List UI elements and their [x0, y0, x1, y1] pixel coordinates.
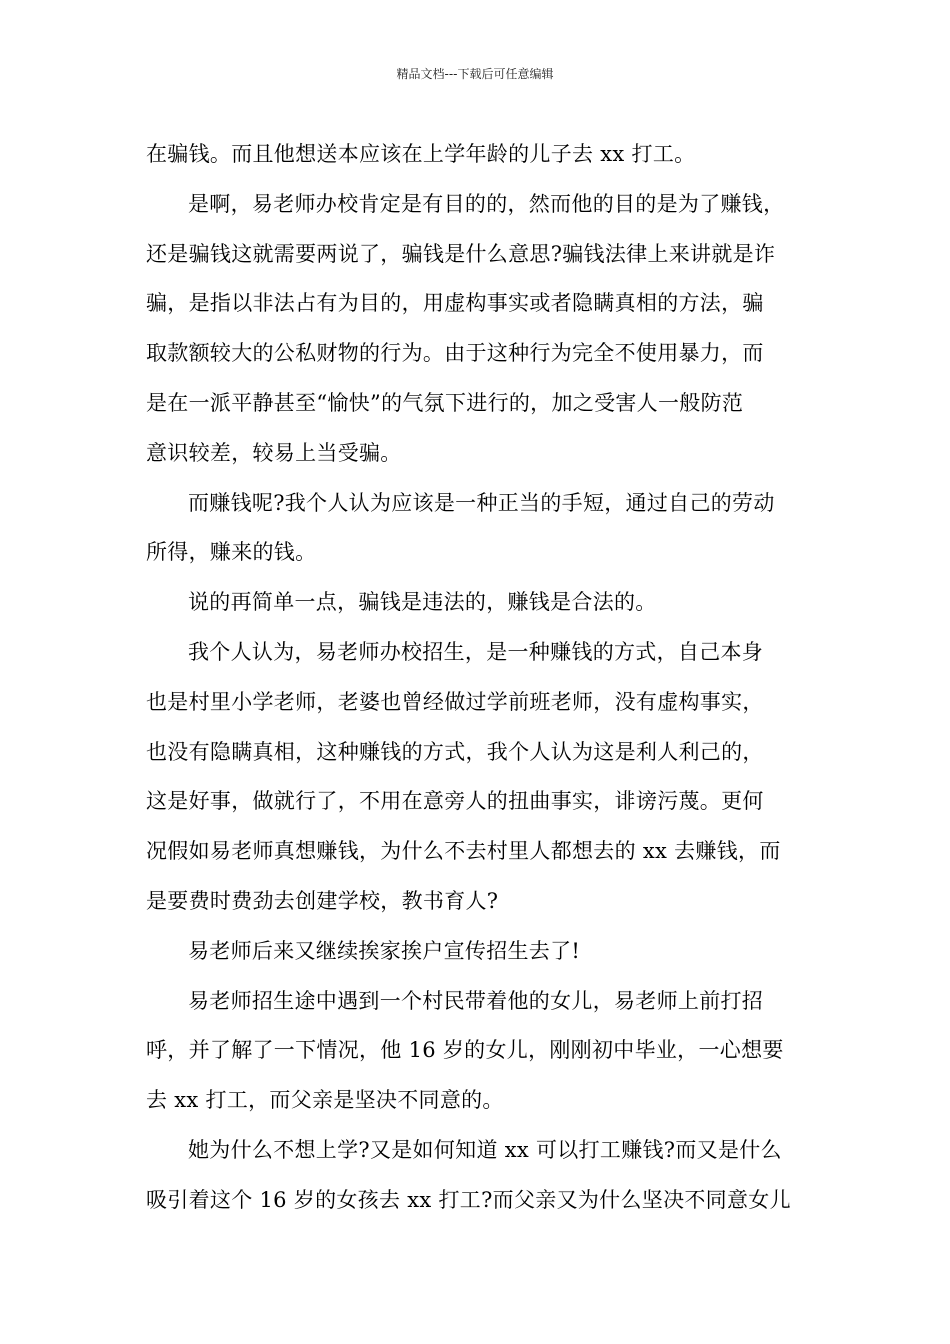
text-line: 是啊，易老师办校肯定是有目的的，然而他的目的是为了赚钱， [188, 191, 785, 216]
text-line: 去 xx 打工，而父亲是坚决不同意的。 [146, 1088, 504, 1113]
text-line: 说的再简单一点，骗钱是违法的，赚钱是合法的。 [188, 590, 657, 615]
text-line: 吸引着这个 16 岁的女孩去 xx 打工?而父亲又为什么坚决不同意女儿 [146, 1187, 791, 1212]
document-body [146, 130, 810, 1226]
text-line: 取款额较大的公私财物的行为。由于这种行为完全不使用暴力，而 [146, 341, 764, 366]
text-line: 意识较差，较易上当受骗。 [146, 440, 402, 465]
text-line: 她为什么不想上学?又是如何知道 xx 可以打工赚钱?而又是什么 [188, 1137, 782, 1162]
text-line: 是要费时费劲去创建学校，教书育人? [146, 888, 499, 913]
text-line: 是在一派平静甚至“愉快”的气氛下进行的，加之受害人一般防范 [146, 390, 744, 415]
text-line: 而赚钱呢?我个人认为应该是一种正当的手短，通过自己的劳动 [188, 490, 775, 515]
text-line: 所得，赚来的钱。 [146, 540, 317, 565]
text-line: 我个人认为，易老师办校招生，是一种赚钱的方式，自己本身 [188, 639, 764, 664]
text-line: 呼，并了解了一下情况，他 16 岁的女儿，刚刚初中毕业，一心想要 [146, 1038, 784, 1063]
text-line: 骗，是指以非法占有为目的，用虚构事实或者隐瞒真相的方法，骗 [146, 291, 764, 316]
text-line: 在骗钱。而且他想送本应该在上学年龄的儿子去 xx 打工。 [146, 142, 696, 166]
text-line: 也是村里小学老师，老婆也曾经做过学前班老师，没有虚构事实， [146, 689, 764, 714]
text-line: 易老师招生途中遇到一个村民带着他的女儿，易老师上前打招 [188, 988, 764, 1013]
text-line: 这是好事，做就行了，不用在意旁人的扭曲事实，诽谤污蔑。更何 [146, 789, 764, 814]
text-line: 易老师后来又继续挨家挨户宣传招生去了! [188, 938, 581, 963]
text-line: 还是骗钱这就需要两说了，骗钱是什么意思?骗钱法律上来讲就是诈 [146, 241, 776, 266]
text-line: 况假如易老师真想赚钱，为什么不去村里人都想去的 xx 去赚钱，而 [146, 839, 781, 864]
page-header: 精品文档---下载后可任意编辑 [396, 67, 554, 81]
text-line: 也没有隐瞒真相，这种赚钱的方式，我个人认为这是利人利己的， [146, 739, 764, 764]
